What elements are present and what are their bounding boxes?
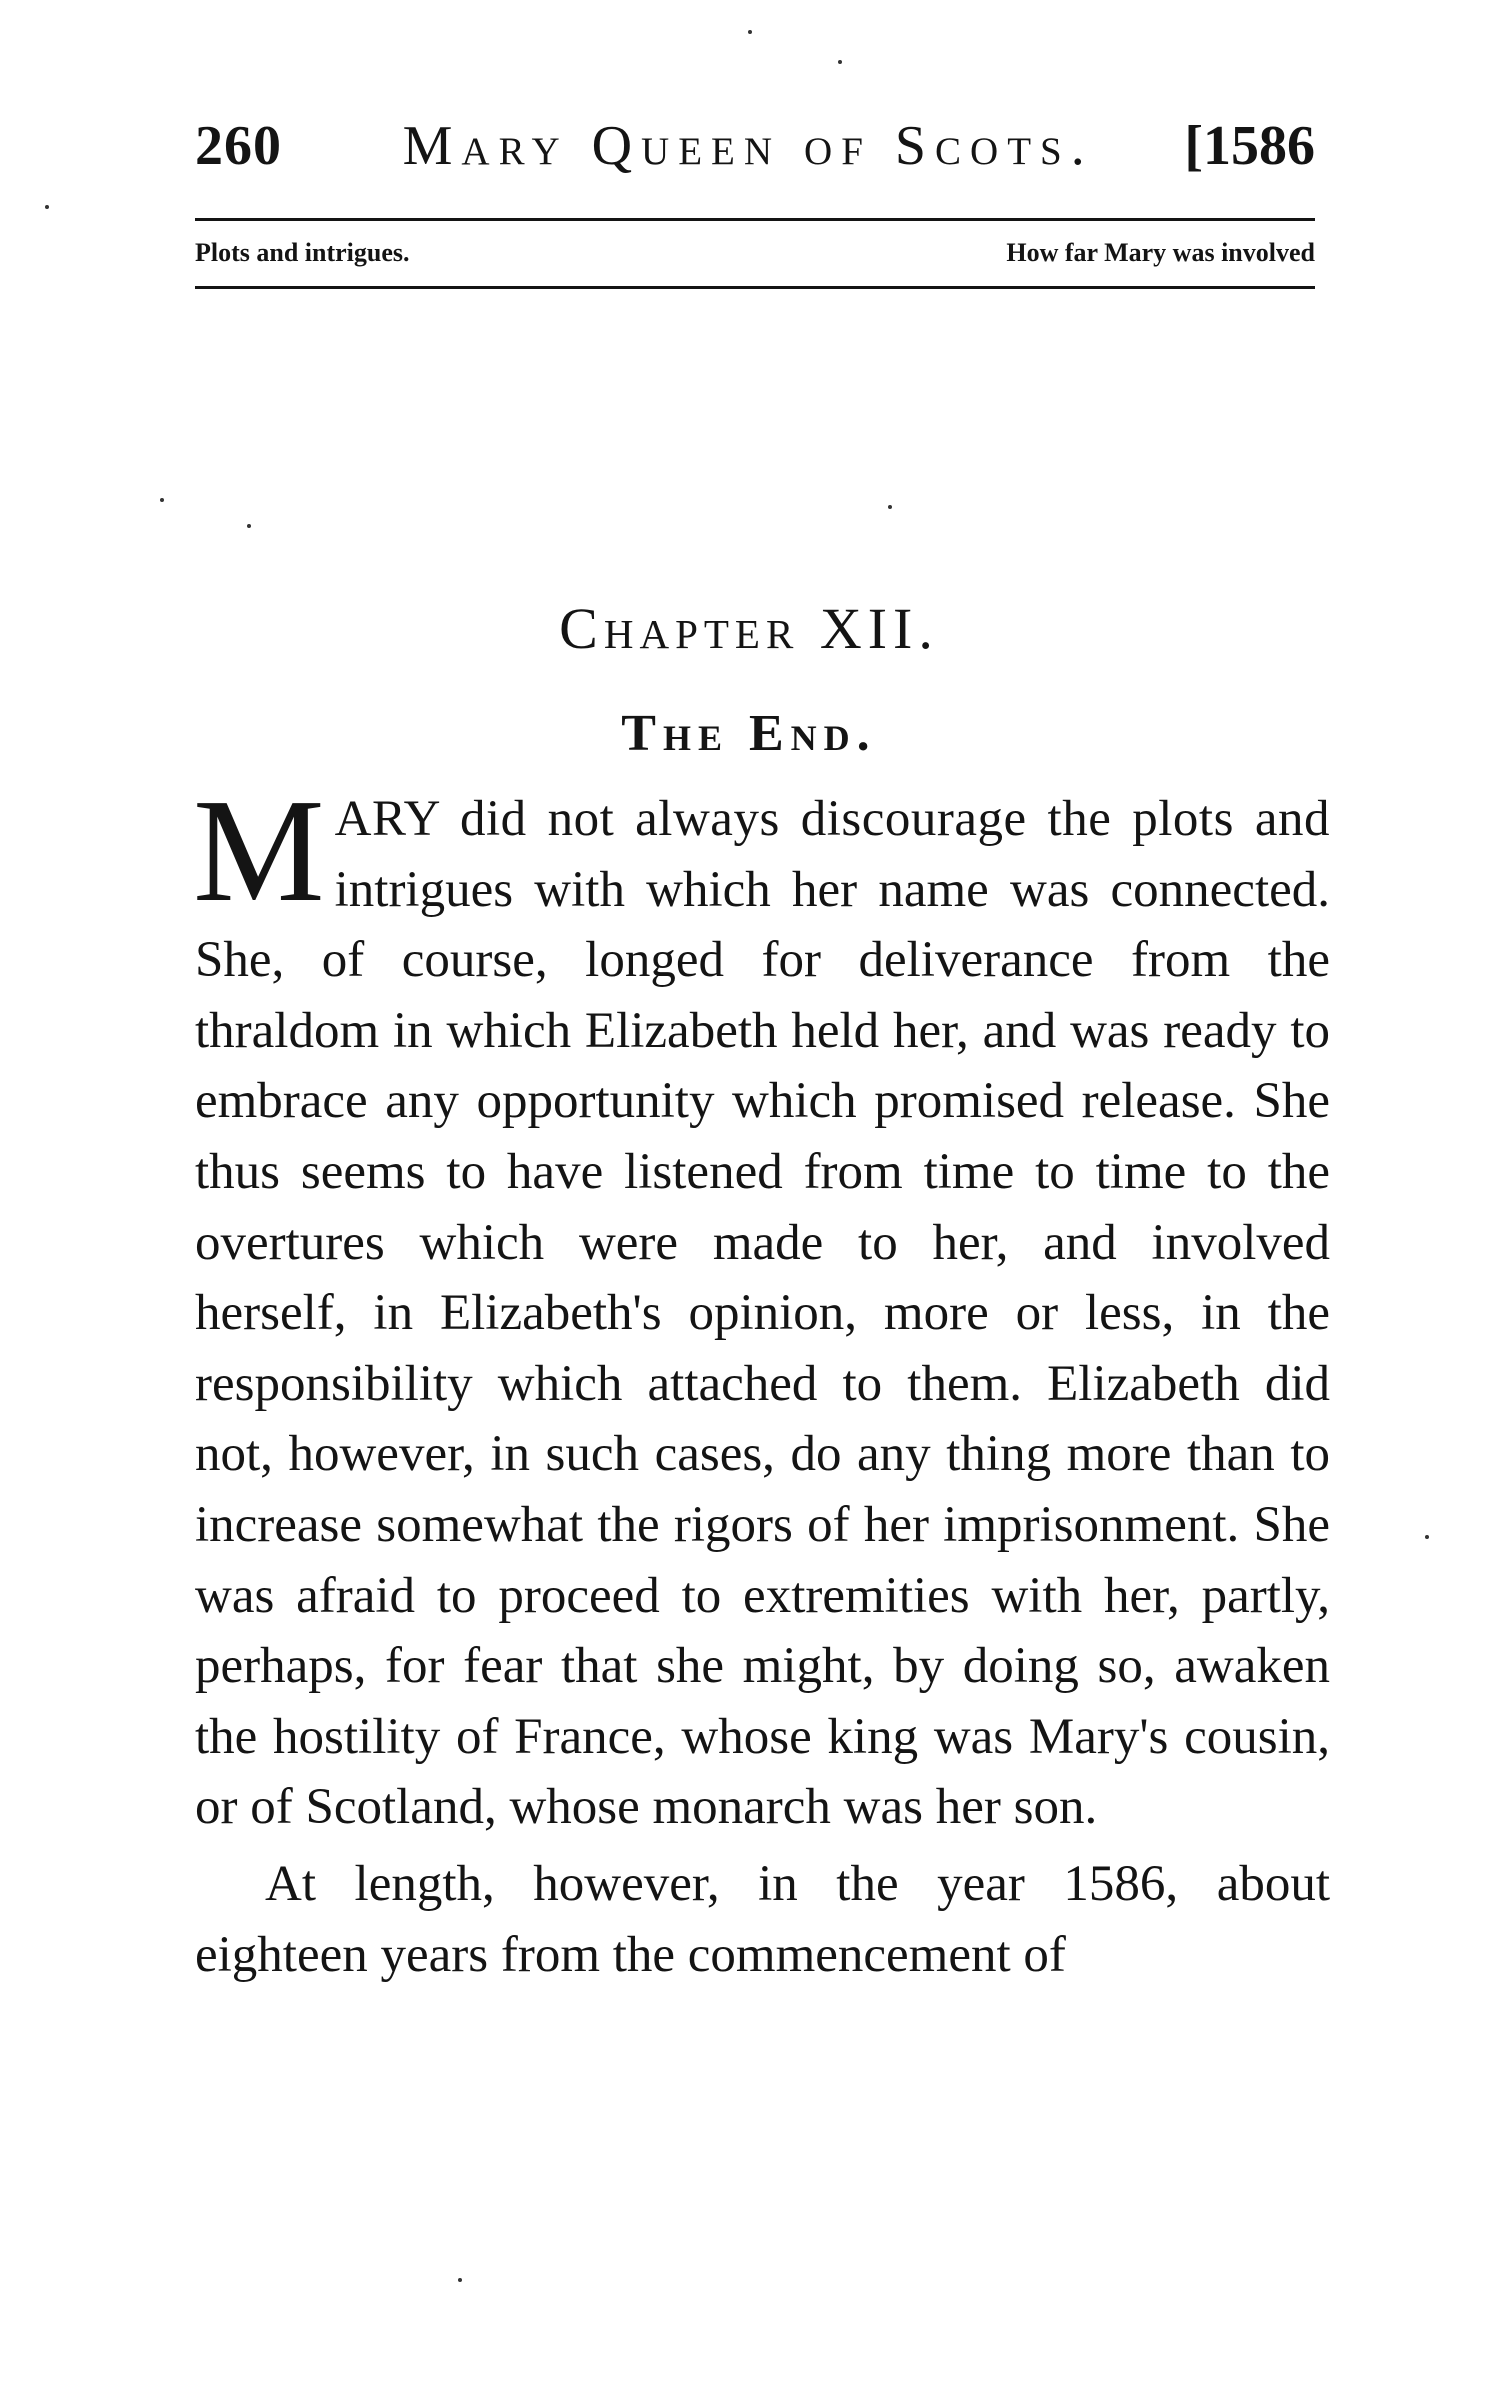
paragraph-1-text: ARY did not always discourage the plots and intrigues with which her name was connected. She, of course, longed for deliverance from the thraldom in which Elizabeth held her, and was ready to embrace any opportunity which promised release. She thus seems to have listened from time to time to the overtures which were made to her, and involved herself, in Elizabeth's opinion, more or less, in the responsibility which attached to them. Elizabeth did not, however, in such cases, do any thing more than to increase somewhat the rigors of her imprisonment. She was afraid to proceed to extremities with her, partly, perhaps, for fear that she might, by doing so, awaken the hostility of France, whose king was Mary's cousin, or of Scotland, whose monarch was her son. xyxy=(195,791,1330,1836)
paragraph-2-text: At length, however, in the year 1586, about eighteen years from the commencement of xyxy=(195,1855,1330,1983)
drop-cap: M xyxy=(193,769,325,933)
body-text xyxy=(193,769,1330,1990)
running-title: Mary Queen of Scots. xyxy=(402,115,1094,177)
scan-speck xyxy=(160,498,164,502)
scan-speck xyxy=(45,205,49,209)
scan-speck xyxy=(838,60,842,64)
shoulder-notes xyxy=(195,237,1315,268)
scan-speck xyxy=(748,30,752,34)
header-rule-bottom xyxy=(195,286,1315,289)
shoulder-note-right: How far Mary was involved xyxy=(1006,238,1315,267)
scan-speck xyxy=(888,505,892,509)
chapter-number: Chapter XII. xyxy=(559,596,939,661)
shoulder-note-left: Plots and intrigues. xyxy=(195,238,410,267)
header-rule-top xyxy=(195,218,1315,221)
scan-speck xyxy=(247,524,251,528)
paragraph-1 xyxy=(193,769,1330,1843)
scan-speck xyxy=(458,2278,462,2282)
scan-speck xyxy=(1425,1535,1429,1539)
year-marker: [1586 xyxy=(1184,115,1315,177)
running-head xyxy=(195,115,1315,177)
chapter-title: The End. xyxy=(621,705,877,762)
paragraph-2 xyxy=(195,1849,1330,1990)
page-number: 260 xyxy=(195,115,282,177)
